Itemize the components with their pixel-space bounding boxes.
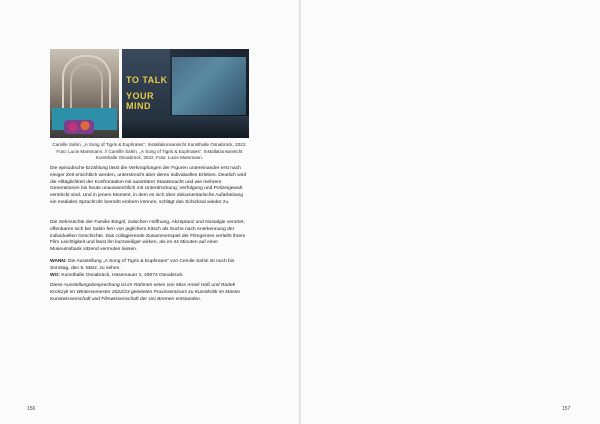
body-paragraph-1: Die episodische Erzählung lässt die Verknüpfungen der Figuren untereinander erst nach einiger Zeit ersichtlich werden, unterstreicht aber deren individuelles Erleben. Deutlich wird die Alltäglichkeit der Konfrontation mit autoritärer Staatsmacht und wie mehrere Generationen bis heute unausweichlich mit Unterdrückung, Verfolgung und Polizeigewalt verstrickt sind. Und in jenem Moment, in dem es sich über dokumentarische Aufarbeitung ein mediales Sprachrohr bemüht erobern können, schlägt das Schicksal wieder zu. xyxy=(50,166,247,205)
page-number-right: 157 xyxy=(562,406,571,412)
right-page xyxy=(301,0,600,424)
wo-label: WO: xyxy=(50,272,61,278)
wo-text: Kunsthalle Osnabrück, Hasemauer 1, 49074 Osnabrück xyxy=(60,272,183,278)
installation-photo-projection xyxy=(122,49,249,138)
wall-text-2: YOUR MIND xyxy=(126,91,155,111)
projection-screen xyxy=(172,57,246,115)
wann-label: WANN: xyxy=(50,259,67,264)
installation-photo-church xyxy=(50,49,119,138)
seminar-note: Diese Ausstellungsbesprechung ist im Rahmen eines von Miss Ameli Haß und Radek Krolczyk im Wintersemester 2022/23 geleiteten Praxisseminars zu Kunstkritik im Master Kunstwissenschaft und Filmwissenschaft der Uni Bremen entstanden. xyxy=(50,283,241,302)
wann-text: Die Ausstellung „A Song of Tigris & Euphrates“ von Cemile Sahin ist noch bis Sonntag, den 5. März, zu sehen. xyxy=(50,259,235,271)
body-paragraph-2: Die Sehnsüchte der Familie Bingöl, zwischen Hoffnung, Akzeptanz und Nostalgie verortet, offenbaren sich bei Sahin fern von jeglichem Kitsch als Suche nach Anerkennung der individuellen Geschichte. Das collagierende Zusammenspiel der Filmgenres verleiht ihrem Film Leichtigkeit und lässt ihn kurzweiliger wirken, als es 44 Minuten auf einer Museumsbank sitzend vermuten lassen. xyxy=(50,220,246,253)
page-number-left: 156 xyxy=(27,406,36,412)
floral-sculpture xyxy=(64,120,94,134)
gallery-floor xyxy=(122,116,249,138)
exhibition-info xyxy=(50,259,249,279)
left-page xyxy=(0,0,299,424)
wall-text-1: TO TALK xyxy=(126,75,168,85)
photo-caption: Camille Sahin, „A Song of Tigris & Euphrates“, Installationsansicht Kunsthalle Osnabrück, 2022. Foto: Lucie Marsmann. // Camille Sahin, „A Song of Tigris & Euphrates“, Installationsansicht Kunsthalle Osnabrück, 2022. Foto: Lucie Marsmann. xyxy=(52,142,247,161)
